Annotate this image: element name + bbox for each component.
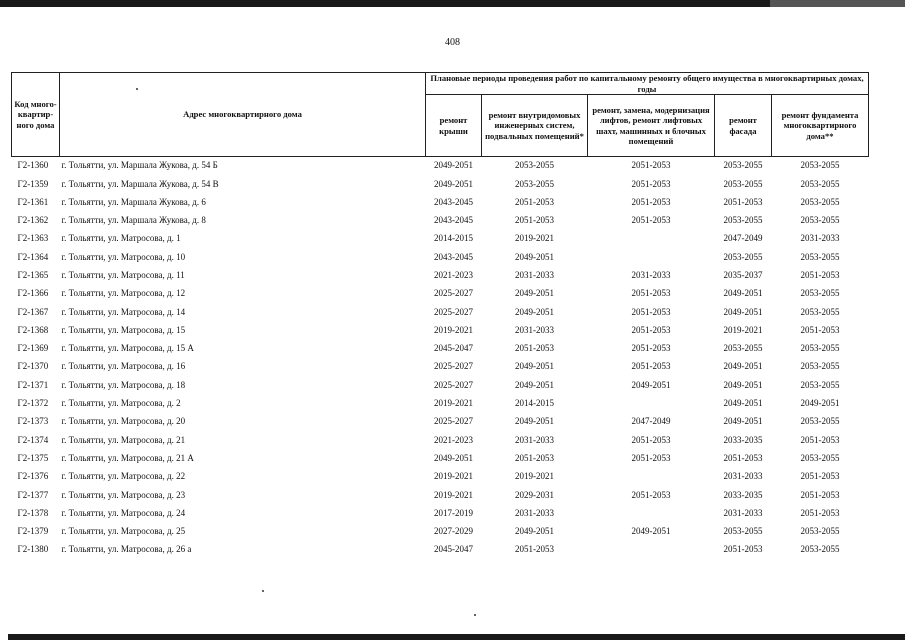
cell-systems: 2031-2033 — [515, 324, 554, 335]
cell-code: Г2-1365 — [17, 269, 49, 280]
cell-code: Г2-1380 — [17, 544, 49, 555]
cell-facade: 2047-2049 — [723, 233, 763, 244]
cell-code: Г2-1367 — [17, 306, 49, 317]
cell-roof: 2021-2023 — [434, 434, 473, 445]
cell-code: Г2-1361 — [17, 196, 49, 207]
scan-speck — [136, 88, 138, 90]
cell-foundation: 2053-2055 — [800, 526, 840, 537]
cell-facade: 2049-2051 — [723, 416, 763, 427]
scan-top-border-light — [770, 0, 905, 7]
cell-code: Г2-1373 — [17, 416, 49, 427]
cell-address: г. Тольятти, ул. Матросова, д. 24 — [61, 507, 186, 518]
cell-systems: 2014-2015 — [515, 398, 554, 409]
table-row — [12, 212, 869, 230]
header-code: Код много-квартир-ного дома — [12, 73, 60, 157]
cell-systems: 2031-2033 — [515, 507, 554, 518]
cell-foundation: 2051-2053 — [800, 489, 840, 500]
cell-systems: 2049-2051 — [515, 306, 554, 317]
cell-systems: 2049-2051 — [515, 379, 554, 390]
table-row — [12, 230, 869, 248]
cell-elevators: 2051-2053 — [631, 343, 671, 354]
cell-code: Г2-1371 — [17, 379, 49, 390]
table-row — [12, 303, 869, 321]
table-row — [12, 358, 869, 376]
table-row — [12, 395, 869, 413]
table-row — [12, 486, 869, 504]
cell-roof: 2049-2051 — [434, 178, 473, 189]
cell-facade: 2053-2055 — [723, 178, 763, 189]
table-row — [12, 175, 869, 193]
cell-systems: 2049-2051 — [515, 526, 554, 537]
cell-systems: 2051-2053 — [515, 452, 554, 463]
cell-facade: 2033-2035 — [723, 434, 763, 445]
cell-foundation: 2049-2051 — [800, 398, 840, 409]
cell-foundation: 2053-2055 — [800, 379, 840, 390]
cell-address: г. Тольятти, ул. Матросова, д. 25 — [61, 526, 186, 537]
page-number: 408 — [445, 37, 460, 48]
cell-foundation: 2053-2055 — [800, 416, 840, 427]
cell-systems: 2019-2021 — [515, 471, 554, 482]
scan-speck — [262, 590, 264, 592]
table-row — [12, 340, 869, 358]
cell-facade: 2053-2055 — [723, 251, 763, 262]
cell-roof: 2043-2045 — [434, 196, 473, 207]
cell-address: г. Тольятти, ул. Матросова, д. 26 а — [61, 544, 192, 555]
cell-facade: 2019-2021 — [723, 324, 763, 335]
cell-foundation: 2051-2053 — [800, 434, 840, 445]
cell-foundation: 2053-2055 — [772, 157, 869, 176]
table-row — [12, 377, 869, 395]
cell-address: г. Тольятти, ул. Матросова, д. 21 — [61, 434, 186, 445]
header-planned-periods: Плановые периоды проведения работ по капитальному ремонту общего имущества в многоквартирных домах, годы — [426, 73, 869, 95]
cell-address: г. Тольятти, ул. Маршала Жукова, д. 6 — [61, 196, 206, 207]
cell-roof: 2025-2027 — [434, 416, 473, 427]
cell-roof: 2019-2021 — [434, 471, 473, 482]
cell-systems: 2019-2021 — [515, 233, 554, 244]
header-foundation: ремонт фундамента многоквартирного дома** — [772, 95, 869, 157]
table-row — [12, 267, 869, 285]
cell-elevators — [588, 505, 715, 523]
cell-foundation: 2051-2053 — [800, 269, 840, 280]
table-row — [12, 468, 869, 486]
cell-elevators: 2051-2053 — [631, 324, 671, 335]
cell-foundation: 2053-2055 — [800, 306, 840, 317]
cell-foundation: 2051-2053 — [800, 507, 840, 518]
cell-systems: 2031-2033 — [515, 269, 554, 280]
cell-systems: 2049-2051 — [515, 251, 554, 262]
table-row — [12, 285, 869, 303]
cell-roof: 2025-2027 — [434, 361, 473, 372]
cell-roof: 2021-2023 — [434, 269, 473, 280]
cell-address: г. Тольятти, ул. Матросова, д. 15 — [61, 324, 186, 335]
cell-code: Г2-1360 — [12, 157, 60, 176]
cell-systems: 2053-2055 — [515, 178, 554, 189]
cell-facade: 2031-2033 — [723, 471, 763, 482]
cell-elevators — [588, 230, 715, 248]
cell-elevators: 2051-2053 — [631, 361, 671, 372]
cell-facade: 2049-2051 — [723, 398, 763, 409]
table-row — [12, 541, 869, 559]
cell-elevators: 2051-2053 — [588, 157, 715, 176]
cell-facade: 2031-2033 — [723, 507, 763, 518]
capital-repair-schedule-table — [11, 72, 869, 560]
cell-address: г. Тольятти, ул. Матросова, д. 10 — [61, 251, 186, 262]
cell-foundation: 2053-2055 — [800, 343, 840, 354]
cell-elevators: 2051-2053 — [631, 489, 671, 500]
header-address: Адрес многоквартирного дома — [60, 73, 426, 157]
cell-roof: 2045-2047 — [434, 343, 473, 354]
header-facade: ремонт фасада — [715, 95, 772, 157]
cell-foundation: 2053-2055 — [800, 215, 840, 226]
cell-roof: 2019-2021 — [434, 324, 473, 335]
cell-roof: 2049-2051 — [426, 157, 482, 176]
cell-facade: 2053-2055 — [723, 343, 763, 354]
table-body — [12, 157, 869, 560]
cell-foundation: 2053-2055 — [800, 452, 840, 463]
cell-foundation: 2053-2055 — [800, 288, 840, 299]
cell-roof: 2025-2027 — [434, 288, 473, 299]
cell-code: Г2-1370 — [17, 361, 49, 372]
cell-systems: 2051-2053 — [515, 196, 554, 207]
cell-elevators: 2047-2049 — [631, 416, 671, 427]
cell-elevators — [588, 395, 715, 413]
cell-address: г. Тольятти, ул. Матросова, д. 12 — [61, 288, 186, 299]
cell-foundation: 2053-2055 — [800, 544, 840, 555]
cell-foundation: 2053-2055 — [800, 178, 840, 189]
cell-roof: 2045-2047 — [434, 544, 473, 555]
cell-code: Г2-1364 — [17, 251, 49, 262]
cell-facade: 2049-2051 — [723, 361, 763, 372]
cell-address: г. Тольятти, ул. Маршала Жукова, д. 54 В — [61, 178, 219, 189]
table-row — [12, 157, 869, 176]
cell-roof: 2019-2021 — [434, 489, 473, 500]
cell-address: г. Тольятти, ул. Матросова, д. 18 — [61, 379, 186, 390]
cell-foundation: 2053-2055 — [800, 251, 840, 262]
table-row — [12, 248, 869, 266]
cell-elevators: 2051-2053 — [631, 452, 671, 463]
cell-systems: 2051-2053 — [515, 343, 554, 354]
cell-systems: 2031-2033 — [515, 434, 554, 445]
cell-code: Г2-1377 — [17, 489, 49, 500]
scan-bottom-border — [8, 634, 905, 640]
cell-address: г. Тольятти, ул. Матросова, д. 20 — [61, 416, 186, 427]
cell-address: г. Тольятти, ул. Маршала Жукова, д. 54 Б — [60, 157, 426, 176]
cell-address: г. Тольятти, ул. Матросова, д. 16 — [61, 361, 186, 372]
cell-elevators: 2051-2053 — [631, 306, 671, 317]
cell-facade: 2053-2055 — [723, 215, 763, 226]
cell-code: Г2-1375 — [17, 452, 49, 463]
cell-code: Г2-1359 — [17, 178, 49, 189]
cell-address: г. Тольятти, ул. Матросова, д. 14 — [61, 306, 186, 317]
cell-elevators: 2049-2051 — [631, 526, 671, 537]
cell-code: Г2-1369 — [17, 343, 49, 354]
cell-roof: 2019-2021 — [434, 398, 473, 409]
cell-elevators: 2051-2053 — [631, 196, 671, 207]
cell-code: Г2-1368 — [17, 324, 49, 335]
cell-systems: 2049-2051 — [515, 288, 554, 299]
table-row — [12, 450, 869, 468]
cell-address: г. Тольятти, ул. Матросова, д. 15 А — [61, 343, 194, 354]
cell-roof: 2025-2027 — [434, 306, 473, 317]
cell-roof: 2027-2029 — [434, 526, 473, 537]
cell-roof: 2049-2051 — [434, 452, 473, 463]
cell-facade: 2035-2037 — [723, 269, 763, 280]
cell-address: г. Тольятти, ул. Матросова, д. 23 — [61, 489, 186, 500]
cell-elevators: 2051-2053 — [631, 434, 671, 445]
table-row — [12, 505, 869, 523]
cell-elevators: 2051-2053 — [631, 288, 671, 299]
cell-address: г. Тольятти, ул. Матросова, д. 11 — [61, 269, 185, 280]
header-elevators: ремонт, замена, модернизация лифтов, ремонт лифтовых шахт, машинных и блочных помещений — [588, 95, 715, 157]
cell-code: Г2-1379 — [17, 526, 49, 537]
cell-foundation: 2053-2055 — [800, 196, 840, 207]
cell-roof: 2017-2019 — [434, 507, 473, 518]
cell-address: г. Тольятти, ул. Матросова, д. 2 — [61, 398, 181, 409]
cell-roof: 2025-2027 — [434, 379, 473, 390]
cell-systems: 2053-2055 — [482, 157, 588, 176]
cell-code: Г2-1372 — [17, 398, 49, 409]
cell-roof: 2043-2045 — [434, 251, 473, 262]
header-roof: ремонт крыши — [426, 95, 482, 157]
cell-facade: 2051-2053 — [723, 544, 763, 555]
table-row — [12, 523, 869, 541]
cell-address: г. Тольятти, ул. Маршала Жукова, д. 8 — [61, 215, 206, 226]
cell-facade: 2033-2035 — [723, 489, 763, 500]
cell-facade: 2049-2051 — [723, 379, 763, 390]
cell-address: г. Тольятти, ул. Матросова, д. 1 — [61, 233, 181, 244]
cell-systems: 2051-2053 — [515, 215, 554, 226]
cell-address: г. Тольятти, ул. Матросова, д. 21 А — [61, 452, 194, 463]
table-row — [12, 431, 869, 449]
cell-systems: 2049-2051 — [515, 361, 554, 372]
cell-code: Г2-1362 — [17, 215, 49, 226]
cell-facade: 2051-2053 — [723, 196, 763, 207]
cell-facade: 2049-2051 — [723, 288, 763, 299]
cell-code: Г2-1374 — [17, 434, 49, 445]
cell-roof: 2043-2045 — [434, 215, 473, 226]
cell-address: г. Тольятти, ул. Матросова, д. 22 — [61, 471, 186, 482]
cell-roof: 2014-2015 — [434, 233, 473, 244]
cell-systems: 2029-2031 — [515, 489, 554, 500]
table-row — [12, 194, 869, 212]
cell-code: Г2-1363 — [17, 233, 49, 244]
cell-foundation: 2051-2053 — [800, 324, 840, 335]
cell-elevators: 2051-2053 — [631, 178, 671, 189]
cell-foundation: 2031-2033 — [800, 233, 840, 244]
cell-elevators: 2049-2051 — [631, 379, 671, 390]
cell-facade: 2049-2051 — [723, 306, 763, 317]
cell-elevators — [588, 541, 715, 559]
cell-systems: 2049-2051 — [515, 416, 554, 427]
table-row — [12, 413, 869, 431]
cell-facade: 2053-2055 — [715, 157, 772, 176]
table-row — [12, 322, 869, 340]
cell-facade: 2051-2053 — [723, 452, 763, 463]
header-systems: ремонт внутридомовых инженерных систем, подвальных помещений* — [482, 95, 588, 157]
cell-code: Г2-1366 — [17, 288, 49, 299]
scan-speck — [474, 614, 476, 616]
cell-elevators — [588, 248, 715, 266]
cell-facade: 2053-2055 — [723, 526, 763, 537]
cell-systems: 2051-2053 — [515, 544, 554, 555]
cell-elevators — [588, 468, 715, 486]
cell-code: Г2-1376 — [17, 471, 49, 482]
cell-code: Г2-1378 — [17, 507, 49, 518]
cell-foundation: 2053-2055 — [800, 361, 840, 372]
cell-foundation: 2051-2053 — [800, 471, 840, 482]
cell-elevators: 2031-2033 — [631, 269, 671, 280]
cell-elevators: 2051-2053 — [631, 215, 671, 226]
